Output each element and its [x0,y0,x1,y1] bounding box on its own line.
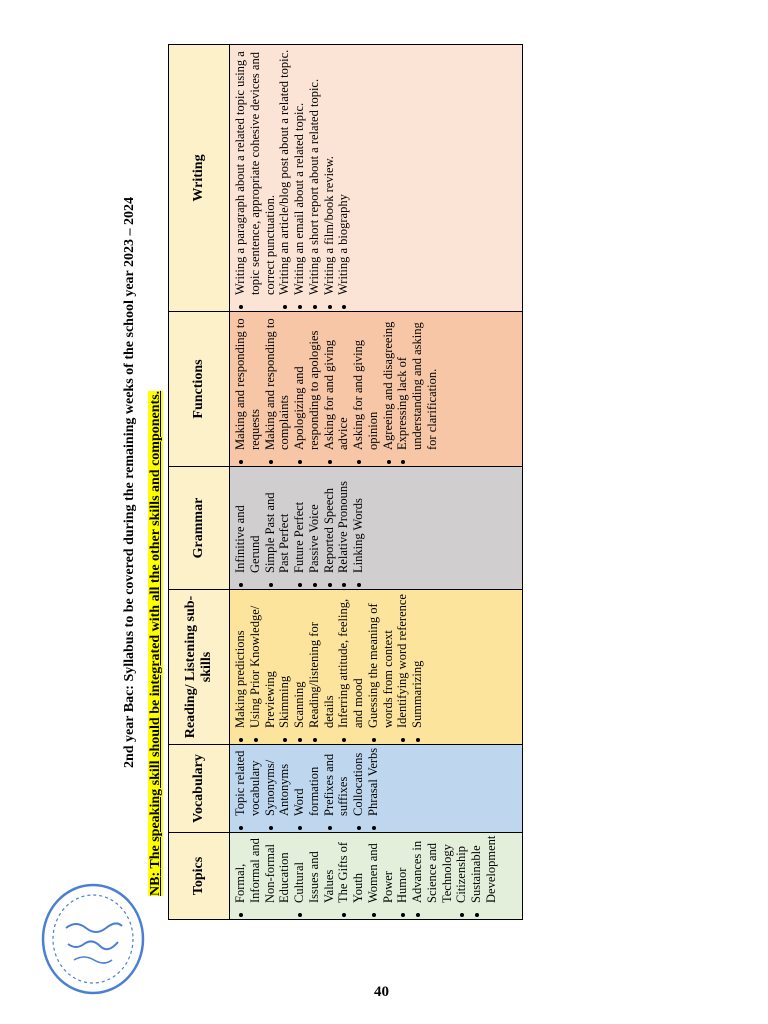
reading-list [233,592,425,742]
list-item: • Simple Past and Past Perfect [263,469,293,573]
vocabulary-cell [230,745,523,833]
list-item: • Writing a paragraph about a related topic using a topic sentence, appropriate cohesive devices and correct punctuation. [233,47,277,295]
syllabus-table [168,44,523,920]
list-item: • Making predictions [233,592,248,728]
vocabulary-list [233,747,381,830]
nb-note: NB: The speaking skill should be integrated with all the other skills and components. [148,390,163,896]
header-topics: Topics [169,833,230,920]
list-item: • Synonyms/ Antonyms [263,747,293,816]
table-body-row [230,45,523,920]
list-item: • Guessing the meaning of words from context [366,592,396,728]
list-item: • Scanning [292,592,307,728]
rotated-page-content [100,45,520,920]
list-item: • Apologizing and responding to apologies [292,314,322,450]
header-functions: Functions [169,312,230,467]
list-item: • Writing a biography [336,47,351,295]
grammar-list [233,469,366,587]
writing-cell [230,45,523,312]
functions-cell [230,312,523,467]
list-item: • Expressing lack of understanding and asking for clarification. [395,314,439,450]
ministry-stamp-icon [38,880,148,998]
table-header-row [169,45,230,920]
list-item: • Cultural Issues and Values [292,835,336,903]
list-item: • Linking Words [351,469,366,573]
list-item: • Inferring attitude, feeling, and mood [336,592,366,728]
list-item: • The Gifts of Youth [336,835,366,903]
nb-text: The speaking skill should be integrated with all the other skills and components. [148,390,163,869]
list-item: • Reported Speech [322,469,337,573]
list-item: • Identifying word reference [395,592,410,728]
list-item: • Word formation [292,747,322,816]
list-item: • Writing an article/blog post about a related topic. [277,47,292,295]
page-title: 2nd year Bac: Syllabus to be covered during the remaining weeks of the school year 2023 – 2024 [122,196,137,769]
list-item: • Passive Voice [307,469,322,573]
list-item: • Reading/listening for details [307,592,337,728]
list-item: • Summarizing [410,592,425,728]
header-grammar: Grammar [169,467,230,590]
nb-prefix: NB [148,876,163,896]
grammar-cell [230,467,523,590]
list-item: • Skimming [277,592,292,728]
list-item: • Formal, Informal and Non-formal Education [233,835,292,903]
page-number: 40 [374,984,389,1000]
list-item: • Prefixes and suffixes [322,747,352,816]
list-item: • Writing a film/book review. [322,47,337,295]
list-item: • Phrasal Verbs [366,747,381,816]
list-item: • Advances in Science and Technology [410,835,454,903]
topics-cell [230,833,523,920]
list-item: • Making and responding to complaints [263,314,293,450]
header-reading: Reading/ Listening sub-skills [169,590,230,745]
functions-list [233,314,440,464]
list-item: • Humor [395,835,410,903]
list-item: • Women and Power [366,835,396,903]
topics-list [233,835,499,917]
list-item: • Asking for and giving advice [322,314,352,450]
list-item: • Writing a short report about a related topic. [307,47,322,295]
list-item: • Using Prior Knowledge/ Previewing [248,592,278,728]
list-item: • Agreeing and disagreeing [381,314,396,450]
list-item: • Sustainable Development [469,835,499,903]
list-item: • Asking for and giving opinion [351,314,381,450]
list-item: • Topic related vocabulary [233,747,263,816]
list-item: • Citizenship [454,835,469,903]
writing-list [233,47,351,309]
header-vocabulary: Vocabulary [169,745,230,833]
header-writing: Writing [169,45,230,312]
list-item: • Relative Pronouns [336,469,351,573]
list-item: • Making and responding to requests [233,314,263,450]
list-item: • Collocations [351,747,366,816]
reading-cell [230,590,523,745]
list-item: • Future Perfect [292,469,307,573]
list-item: • Infinitive and Gerund [233,469,263,573]
list-item: • Writing an email about a related topic. [292,47,307,295]
